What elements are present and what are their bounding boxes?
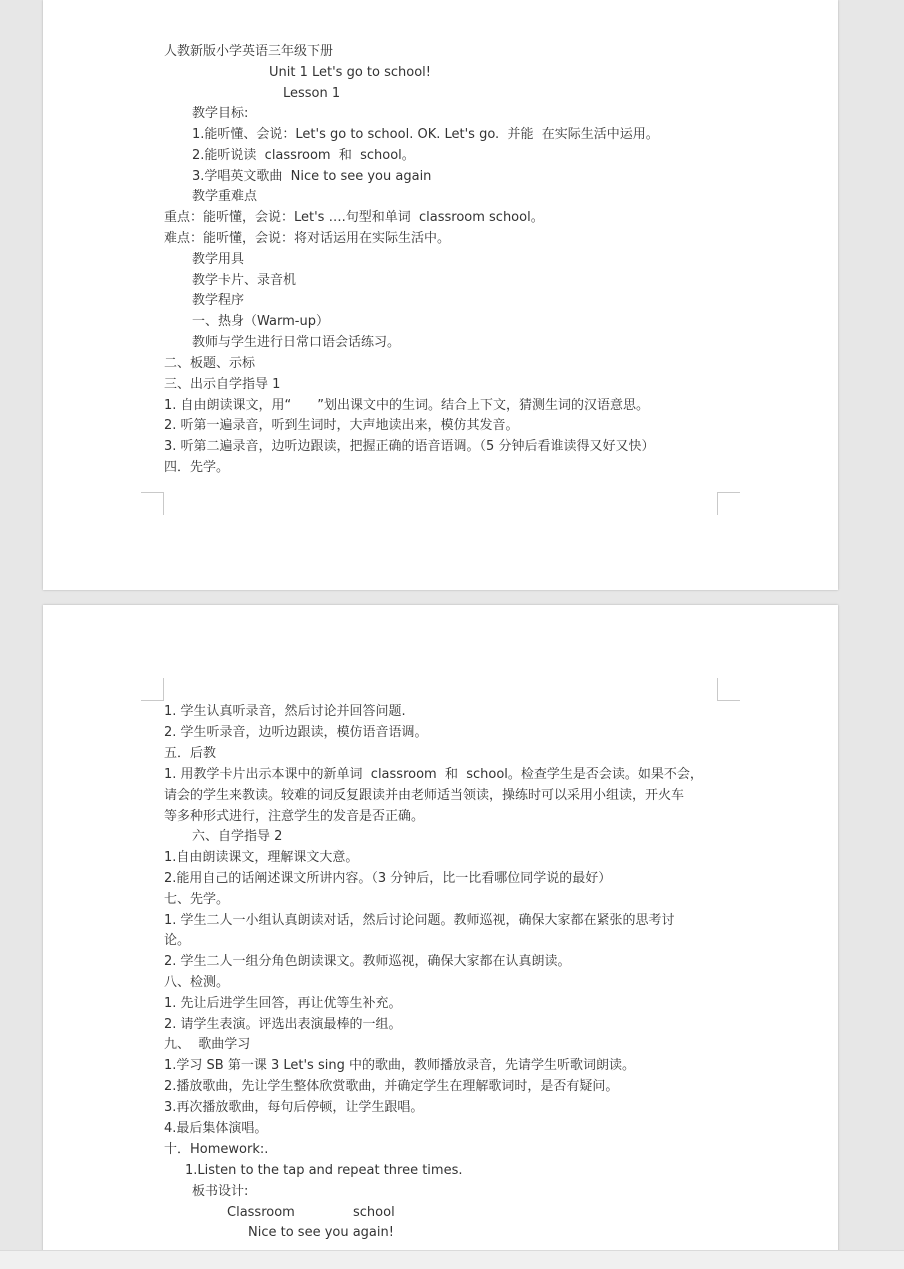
- text-line: 1. 用教学卡片出示本课中的新单词 classroom 和 school。检查学生是否会读。如果不会，: [164, 767, 703, 782]
- text-line: 1.自由朗读课文，理解课文大意。: [164, 850, 359, 865]
- text-line: 三、出示自学指导 1: [164, 377, 281, 392]
- text-line: 九、 歌曲学习: [164, 1037, 251, 1052]
- text-line: 六、自学指导 2: [192, 829, 283, 844]
- text-line: 2. 学生听录音，边听边跟读，模仿语音语调。: [164, 725, 428, 740]
- text-line: 2.能听说读 classroom 和 school。: [192, 148, 415, 163]
- text-line: 七、先学。: [164, 892, 230, 907]
- text-line: 难点：能听懂，会说：将对话运用在实际生活中。: [164, 231, 451, 246]
- text-line: Nice to see you again!: [248, 1225, 394, 1240]
- text-line: 论。: [164, 933, 191, 948]
- text-line: 1.Listen to the tap and repeat three times.: [185, 1163, 463, 1178]
- text-line: 2.能用自己的话阐述课文所讲内容。（3 分钟后，比一比看哪位同学说的最好）: [164, 871, 612, 886]
- text-line: 五．后教: [164, 746, 217, 761]
- text-line: 2. 请学生表演。评选出表演最棒的一组。: [164, 1017, 402, 1032]
- margin-corner-top-left: [141, 678, 164, 701]
- horizontal-scrollbar[interactable]: [0, 1250, 904, 1269]
- margin-corner-top-right: [717, 678, 740, 701]
- text-line: 1.学习 SB 第一课 3 Let's sing 中的歌曲，教师播放录音，先请学生听歌词朗读。: [164, 1058, 635, 1073]
- text-line: 十．Homework:.: [164, 1142, 269, 1157]
- text-line: 八、检测。: [164, 975, 230, 990]
- text-line: Classroom: [227, 1205, 295, 1220]
- text-line: 1.能听懂、会说：Let's go to school. OK. Let's go. 并能 在实际生活中运用。: [192, 127, 659, 142]
- text-line: 教师与学生进行日常口语会话练习。: [192, 335, 401, 350]
- text-line: Lesson 1: [283, 86, 341, 101]
- text-line: 一、热身（Warm-up）: [192, 314, 329, 329]
- text-line: 1. 学生认真听录音，然后讨论并回答问题.: [164, 704, 406, 719]
- text-line: 3.再次播放歌曲，每句后停顿，让学生跟唱。: [164, 1100, 424, 1115]
- text-line: 板书设计:: [192, 1184, 249, 1199]
- text-line: 2.播放歌曲，先让学生整体欣赏歌曲，并确定学生在理解歌词时，是否有疑问。: [164, 1079, 619, 1094]
- text-line: 等多种形式进行，注意学生的发音是否正确。: [164, 809, 425, 824]
- text-line: 1. 自由朗读课文，用“ ”划出课文中的生词。结合上下文，猜测生词的汉语意思。: [164, 398, 650, 413]
- text-line: 2. 学生二人一组分角色朗读课文。教师巡视，确保大家都在认真朗读。: [164, 954, 571, 969]
- text-line: 3. 听第二遍录音，边听边跟读，把握正确的语音语调。（5 分钟后看谁读得又好又快）: [164, 439, 655, 454]
- text-line: 二、板题、示标: [164, 356, 256, 371]
- margin-corner-bottom-right: [717, 492, 740, 515]
- margin-corner-bottom-left: [141, 492, 164, 515]
- text-line: 教学卡片、录音机: [192, 273, 297, 288]
- text-line: 人教新版小学英语三年级下册: [164, 44, 334, 59]
- text-line: 教学程序: [192, 293, 245, 308]
- text-line: 1. 先让后进学生回答，再让优等生补充。: [164, 996, 402, 1011]
- text-line: 2. 听第一遍录音，听到生词时，大声地读出来，模仿其发音。: [164, 418, 519, 433]
- document-page-2: [43, 605, 838, 1268]
- text-line: 1. 学生二人一小组认真朗读对话，然后讨论问题。教师巡视，确保大家都在紧张的思考讨: [164, 913, 675, 928]
- text-line: Unit 1 Let's go to school!: [269, 65, 431, 80]
- document-page-1: [43, 0, 838, 590]
- text-line: 请会的学生来教读。较难的词反复跟读并由老师适当领读，操练时可以采用小组读，开火车: [164, 788, 685, 803]
- text-line: 4.最后集体演唱。: [164, 1121, 268, 1136]
- text-line: 四．先学。: [164, 460, 230, 475]
- text-line: 教学重难点: [192, 189, 258, 204]
- text-line: 教学目标:: [192, 106, 249, 121]
- text-line: 3.学唱英文歌曲 Nice to see you again: [192, 169, 432, 184]
- text-line: school: [353, 1205, 395, 1220]
- text-line: 重点：能听懂，会说：Let's ….句型和单词 classroom school。: [164, 210, 544, 225]
- text-line: 教学用具: [192, 252, 245, 267]
